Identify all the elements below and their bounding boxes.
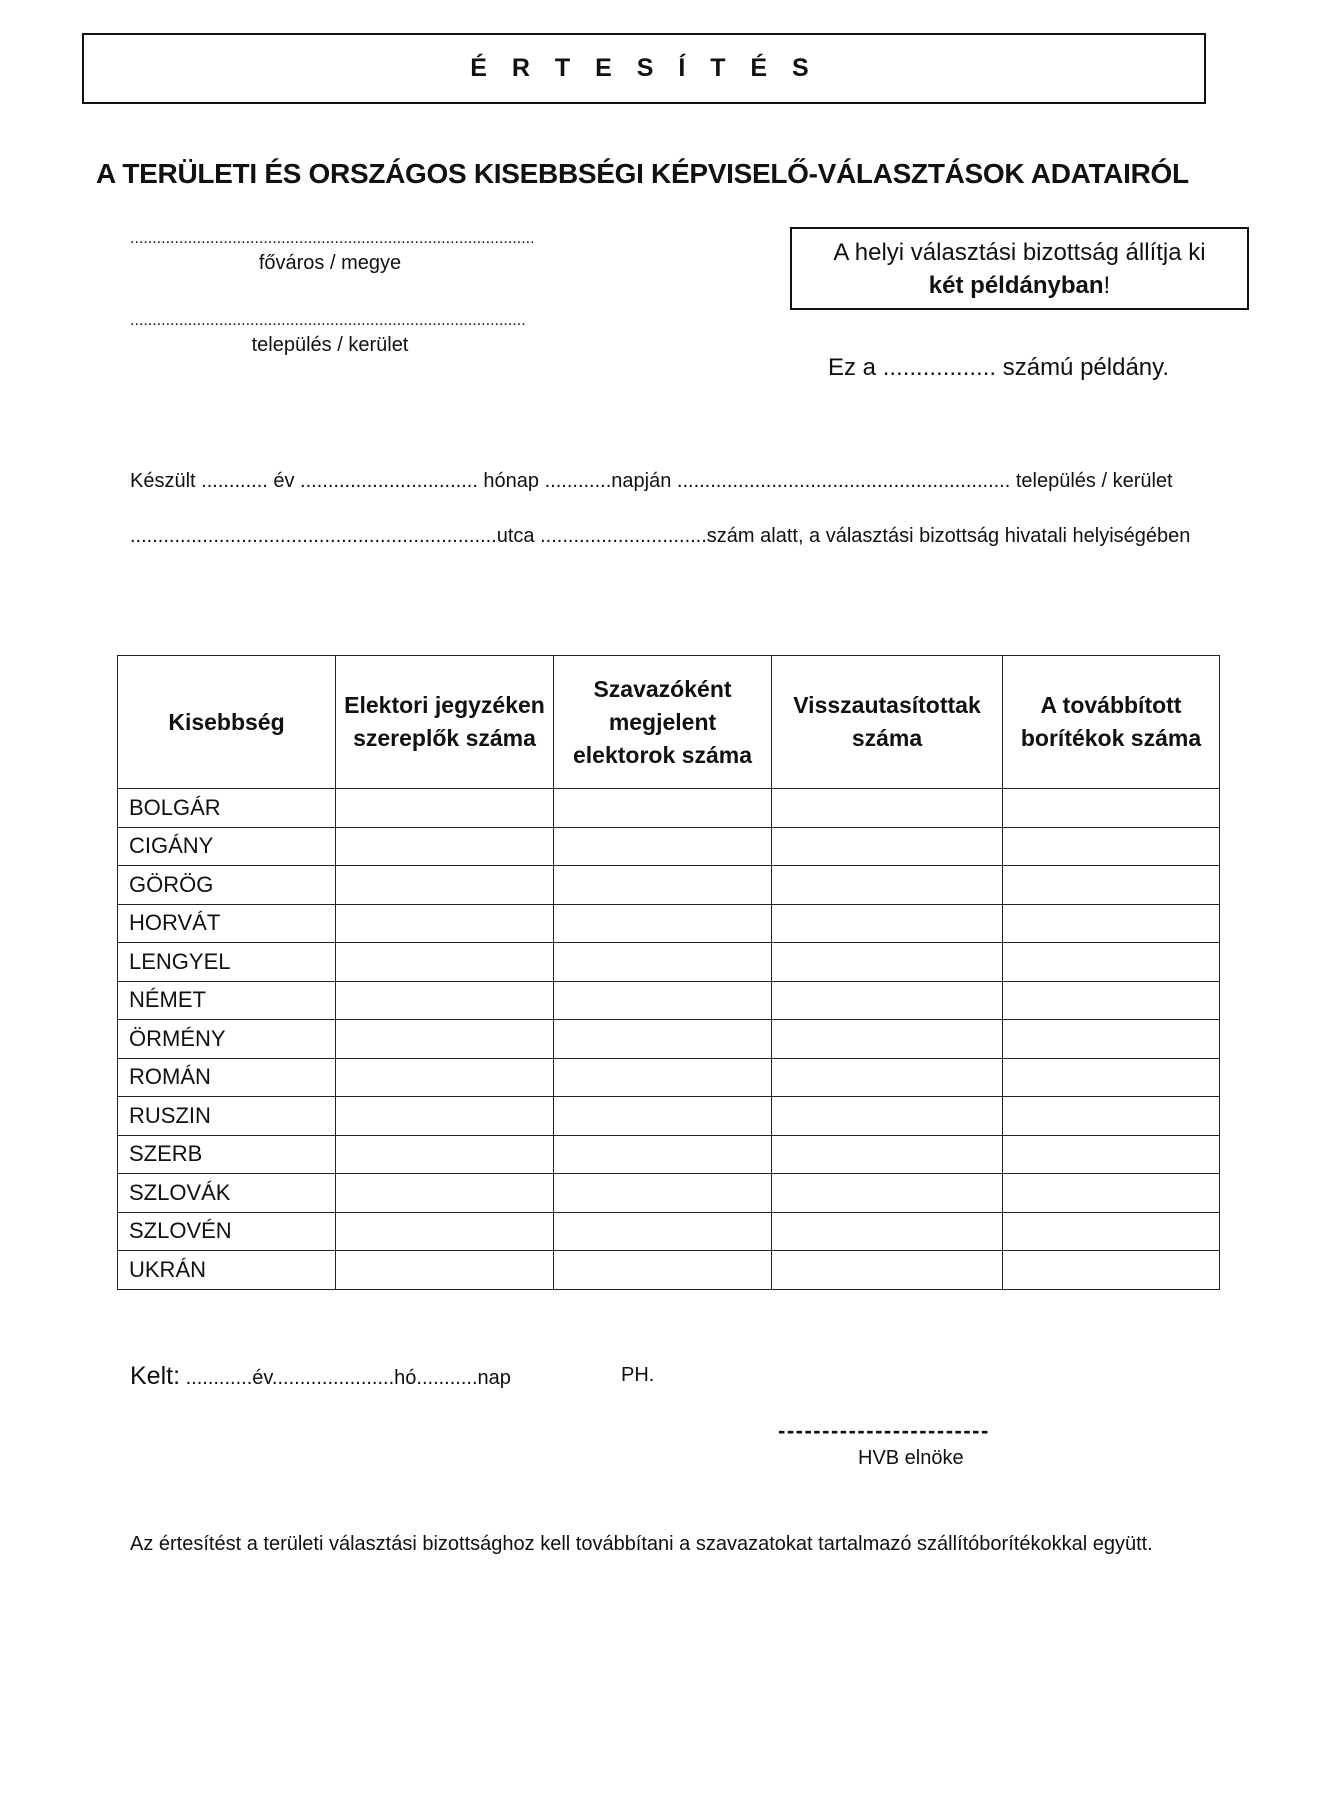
notice-line-1: A helyi választási bizottság állítja ki — [833, 238, 1206, 266]
empty-value-cell — [1003, 1212, 1220, 1251]
empty-value-cell — [336, 1212, 554, 1251]
settlement-caption: település / kerület — [251, 334, 409, 356]
empty-value-cell — [772, 866, 1003, 905]
minority-name-cell: LENGYEL — [118, 943, 336, 982]
table-row — [118, 1097, 1220, 1136]
table-row — [118, 789, 1220, 828]
empty-value-cell — [772, 1251, 1003, 1290]
header-appeared-electors: Szavazóként megjelent elektorok száma — [554, 656, 772, 789]
minority-name-cell: SZLOVÁK — [118, 1174, 336, 1213]
empty-value-cell — [772, 827, 1003, 866]
empty-value-cell — [772, 789, 1003, 828]
copy-number-line: Ez a ................. számú példány. — [828, 354, 1170, 381]
empty-value-cell — [772, 981, 1003, 1020]
minority-name-cell: RUSZIN — [118, 1097, 336, 1136]
empty-value-cell — [336, 1020, 554, 1059]
signature-caption: HVB elnöke — [858, 1447, 964, 1469]
empty-value-cell — [336, 827, 554, 866]
minority-name-cell: NÉMET — [118, 981, 336, 1020]
footer-note: Az értesítést a területi választási bizottsághoz kell továbbítani a szavazatokat tartalmazó szállítóborítékokkal együtt. — [130, 1533, 1153, 1555]
minority-name-cell: SZLOVÉN — [118, 1212, 336, 1251]
kelt-label: Kelt: — [130, 1362, 181, 1390]
empty-value-cell — [336, 1097, 554, 1136]
empty-value-cell — [554, 1020, 772, 1059]
minority-name-cell: UKRÁN — [118, 1251, 336, 1290]
empty-value-cell — [554, 904, 772, 943]
document-subtitle: A TERÜLETI ÉS ORSZÁGOS KISEBBSÉGI KÉPVISELŐ-VÁLASZTÁSOK ADATAIRÓL — [96, 158, 1189, 189]
notice-bold-text: két példányban — [928, 271, 1104, 299]
minority-name-cell: ÖRMÉNY — [118, 1020, 336, 1059]
settlement-dotted-line: ......................................................................................... — [130, 312, 526, 329]
empty-value-cell — [554, 1135, 772, 1174]
empty-value-cell — [554, 1058, 772, 1097]
table-row — [118, 866, 1220, 905]
minority-name-cell: GÖRÖG — [118, 866, 336, 905]
table-row — [118, 1020, 1220, 1059]
empty-value-cell — [336, 866, 554, 905]
empty-value-cell — [336, 981, 554, 1020]
empty-value-cell — [1003, 1135, 1220, 1174]
table-row — [118, 1251, 1220, 1290]
empty-value-cell — [772, 1020, 1003, 1059]
empty-value-cell — [554, 866, 772, 905]
stamp-place: PH. — [621, 1364, 655, 1386]
empty-value-cell — [1003, 1251, 1220, 1290]
minority-table — [117, 655, 1220, 1290]
minority-name-cell: BOLGÁR — [118, 789, 336, 828]
table-header-row — [118, 656, 1220, 789]
notice-line-2 — [792, 269, 1247, 302]
empty-value-cell — [554, 943, 772, 982]
minority-name-cell: ROMÁN — [118, 1058, 336, 1097]
table-row — [118, 827, 1220, 866]
empty-value-cell — [1003, 1020, 1220, 1059]
empty-value-cell — [1003, 943, 1220, 982]
empty-value-cell — [336, 904, 554, 943]
empty-value-cell — [1003, 904, 1220, 943]
empty-value-cell — [336, 1251, 554, 1290]
empty-value-cell — [772, 943, 1003, 982]
empty-value-cell — [1003, 981, 1220, 1020]
empty-value-cell — [772, 904, 1003, 943]
empty-value-cell — [554, 1212, 772, 1251]
header-minority: Kisebbség — [118, 656, 336, 789]
table-row — [118, 943, 1220, 982]
county-caption: főváros / megye — [258, 252, 402, 274]
empty-value-cell — [336, 943, 554, 982]
made-line-2: ..................................................................utca ..............................szám alatt, a választási bizottság hivatali helyiségében — [130, 525, 1191, 547]
empty-value-cell — [1003, 827, 1220, 866]
empty-value-cell — [1003, 1174, 1220, 1213]
made-line-1: Készült ............ év ................................ hónap ............napján ............................................................ település / kerület — [130, 470, 1173, 492]
table-row — [118, 1174, 1220, 1213]
minority-name-cell: CIGÁNY — [118, 827, 336, 866]
empty-value-cell — [554, 827, 772, 866]
empty-value-cell — [554, 1174, 772, 1213]
empty-value-cell — [1003, 1058, 1220, 1097]
title-box — [82, 33, 1206, 104]
minority-name-cell: SZERB — [118, 1135, 336, 1174]
empty-value-cell — [1003, 866, 1220, 905]
document-title: É R T E S Í T É S — [470, 54, 818, 82]
empty-value-cell — [772, 1212, 1003, 1251]
empty-value-cell — [336, 1174, 554, 1213]
table-row — [118, 1212, 1220, 1251]
empty-value-cell — [554, 789, 772, 828]
table-row — [118, 1058, 1220, 1097]
empty-value-cell — [772, 1135, 1003, 1174]
table-row — [118, 1135, 1220, 1174]
empty-value-cell — [336, 1058, 554, 1097]
empty-value-cell — [336, 1135, 554, 1174]
kelt-dotted-fields: ............év......................hó...........nap — [180, 1367, 511, 1389]
notice-box — [790, 227, 1249, 310]
header-registered-electors: Elektori jegyzéken szereplők száma — [336, 656, 554, 789]
table-row — [118, 981, 1220, 1020]
empty-value-cell — [772, 1174, 1003, 1213]
header-rejected: Visszautasítottak száma — [772, 656, 1003, 789]
empty-value-cell — [554, 1251, 772, 1290]
empty-value-cell — [336, 789, 554, 828]
empty-value-cell — [1003, 1097, 1220, 1136]
empty-value-cell — [1003, 789, 1220, 828]
empty-value-cell — [772, 1058, 1003, 1097]
notice-exclamation: ! — [1103, 271, 1111, 299]
empty-value-cell — [772, 1097, 1003, 1136]
date-line — [130, 1362, 511, 1391]
empty-value-cell — [554, 1097, 772, 1136]
header-forwarded-envelopes: A továbbított borítékok száma — [1003, 656, 1220, 789]
signature-line: ------------------------ — [778, 1418, 990, 1443]
minority-name-cell: HORVÁT — [118, 904, 336, 943]
county-dotted-line: ........................................................................................... — [130, 230, 535, 247]
table-row — [118, 904, 1220, 943]
empty-value-cell — [554, 981, 772, 1020]
